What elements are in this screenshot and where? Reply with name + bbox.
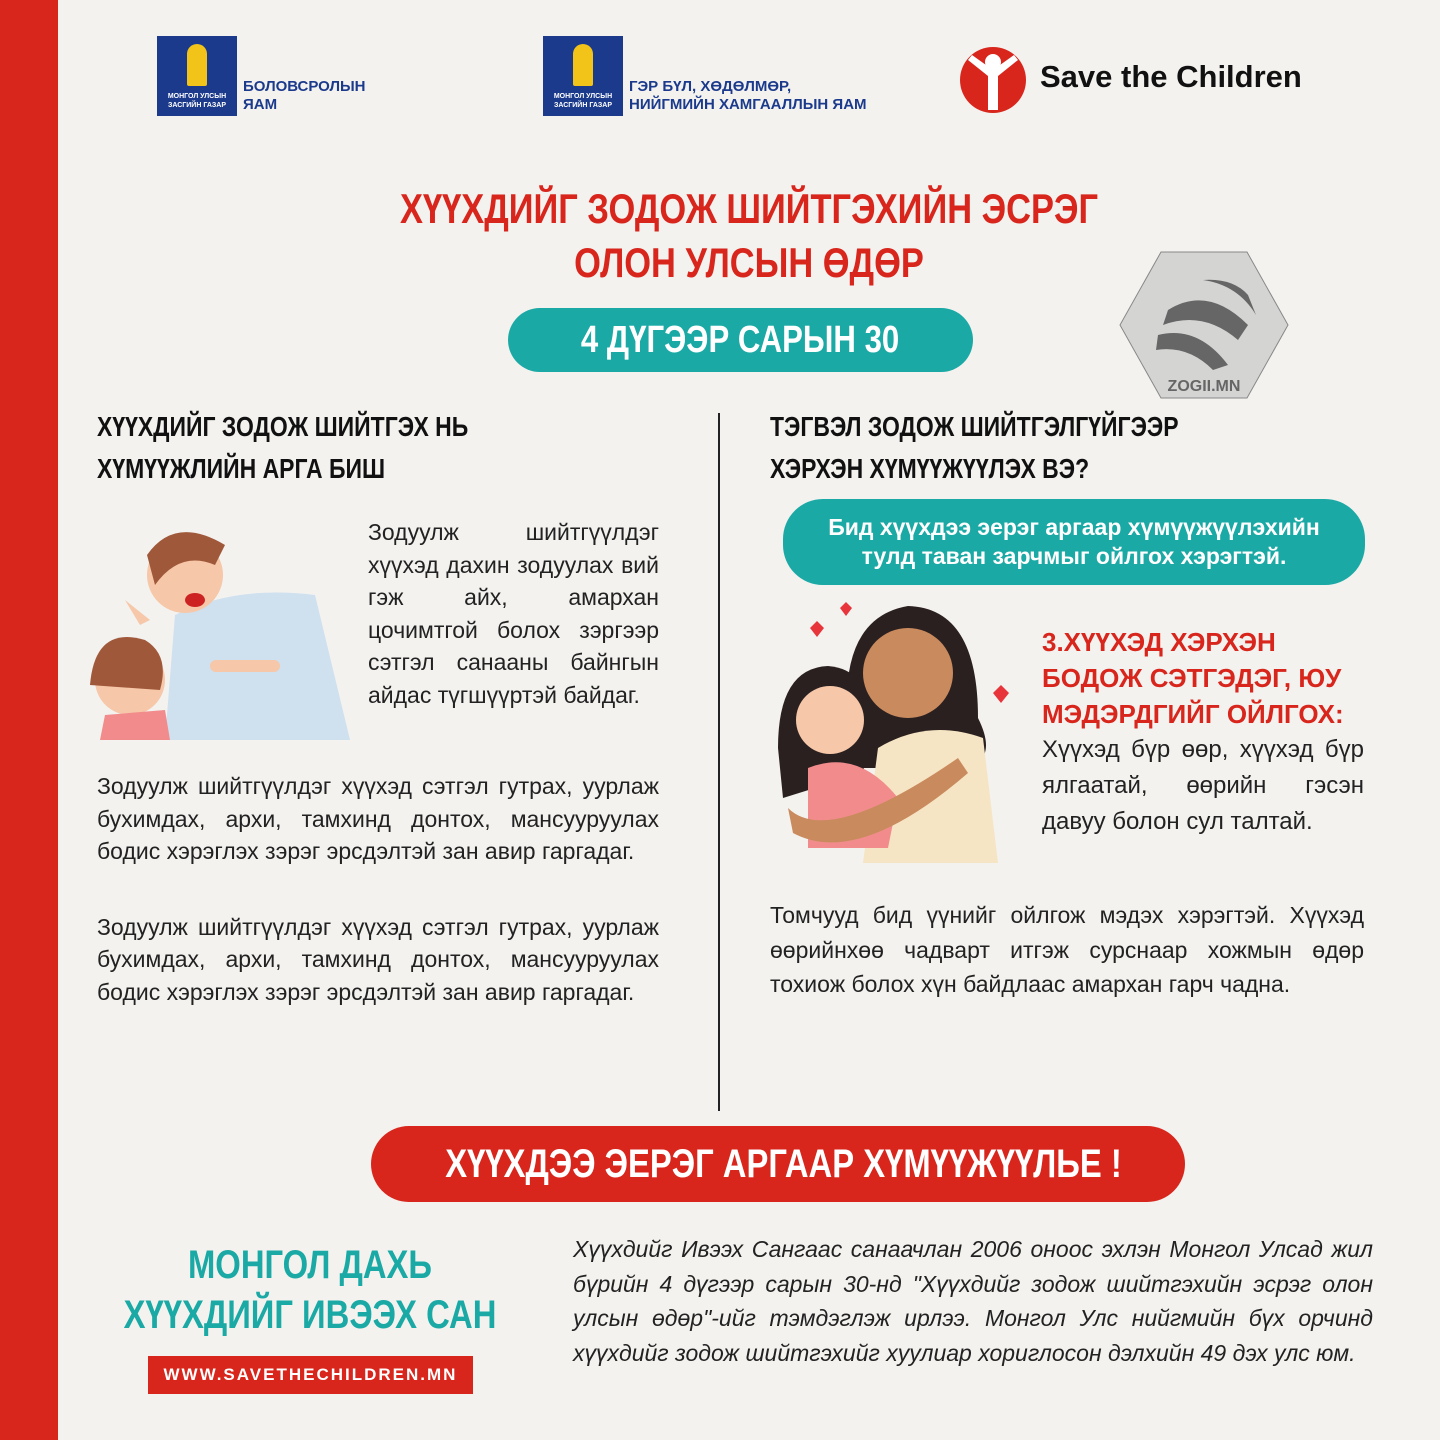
soyombo-emblem-icon: МОНГОЛ УЛСЫН ЗАСГИЙН ГАЗАР [157,36,237,116]
zogii-watermark [1118,250,1290,405]
save-the-children-icon [958,40,1028,114]
ministry-family-logo: МОНГОЛ УЛСЫН ЗАСГИЙН ГАЗАР ГЭР БҮЛ, ХӨДӨЛМӨР, НИЙГМИЙН ХАМГААЛЛЫН ЯАМ [543,36,867,116]
website-link[interactable]: WWW.SAVETHECHILDREN.MN [148,1356,473,1394]
right-heading: ТЭГВЭЛ ЗОДОЖ ШИЙТГЭЛГҮЙГЭЭР ХЭРХЭН ХҮМҮҮЖҮҮЛЭХ ВЭ? [770,411,1179,484]
principle-text: Хүүхэд бүр өөр, хүүхэд бүр ялгаатай, өөрийн гэсэн давуу болон сул талтай. [1042,736,1364,835]
right-text-column [770,624,1364,1002]
column-divider [718,413,720,1111]
page-title: ХҮҮХДИЙГ ЗОДОЖ ШИЙТГЭХИЙН ЭСРЭГ ОЛОН УЛСЫН ӨДӨР [399,185,1099,286]
principles-pill: Бид хүүхдээ эерэг аргаар хүмүүжүүлэхийн тулд таван зарчмыг ойлгох хэрэгтэй. [783,499,1365,585]
save-the-children-logo: Save the Children [958,40,1302,114]
ministry-education-logo: МОНГОЛ УЛСЫН ЗАСГИЙН ГАЗАР БОЛОВСРОЛЫН ЯАМ [157,36,366,116]
principle-title: 3.ХҮҮХЭД ХЭРХЭН БОДОЖ СЭТГЭДЭГ, ЮУ МЭДЭРДГИЙГ ОЙЛГОХ: [1042,627,1344,729]
footer-description: Хүүхдийг Ивээх Сангаас санаачлан 2006 оноос эхлэн Монгол Улсад жил бүрийн 4 дүгээр сарын 30-нд "Хүүхдийг зодож шийтгэхийн эсрэг олон улсын өдөр"-ийг тэмдэглэж ирлээ. Монгол Улс нийгмийн бүх орчинд хүүхдийг зодож шийтгэхийг хуулиар хориглосон дэлхийн 49 дэх улс юм. [573,1236,1373,1366]
left-red-bar [0,0,58,1440]
left-heading: ХҮҮХДИЙГ ЗОДОЖ ШИЙТГЭХ НЬ ХҮМҮҮЖЛИЙН АРГА БИШ [97,411,469,484]
zogii-logo-icon [1118,250,1290,400]
svg-text:ZOGII.MN: ZOGII.MN [1167,378,1241,395]
right-paragraph: Томчууд бид үүнийг ойлгож мэдэх хэрэгтэй. Хүүхэд өөрийнхөө чадварт итгэж сурснаар хожмын өдөр тохиож болох хүн байдлаас амархан гарч чадна. [770,902,1364,997]
left-paragraph-1: Зодуулж шийтгүүлдэг хүүхэд дахин зодуулах вий гэж айх, амархан цочимтгой болох зэргээр сэтгэл санааны байнгын айдас түгшүүртэй байдаг. [368,519,659,708]
left-text-column [97,516,659,1008]
principle-block [1042,624,1364,874]
org-name: МОНГОЛ ДАХЬ ХҮҮХДИЙГ ИВЭЭХ САН [123,1243,497,1337]
left-paragraph-2: Зодуулж шийтгүүлдэг хүүхэд сэтгэл гутрах, уурлаж бухимдах, архи, тамхинд донтох, мансууруулах бодис хэрэглэх зэрэг эрсдэлтэй зан авир гаргадаг. [97,773,659,864]
soyombo-emblem-icon: МОНГОЛ УЛСЫН ЗАСГИЙН ГАЗАР [543,36,623,116]
date-pill: 4 ДҮГЭЭР САРЫН 30 [508,308,973,372]
left-paragraph-3: Зодуулж шийтгүүлдэг хүүхэд сэтгэл гутрах, уурлаж бухимдах, архи, тамхинд донтох, мансууруулах бодис хэрэглэх зэрэг эрсдэлтэй зан авир гаргадаг. [97,913,659,1005]
call-to-action-banner: ХҮҮХДЭЭ ЭЕРЭГ АРГААР ХҮМҮҮЖҮҮЛЬЕ ! [371,1126,1185,1202]
